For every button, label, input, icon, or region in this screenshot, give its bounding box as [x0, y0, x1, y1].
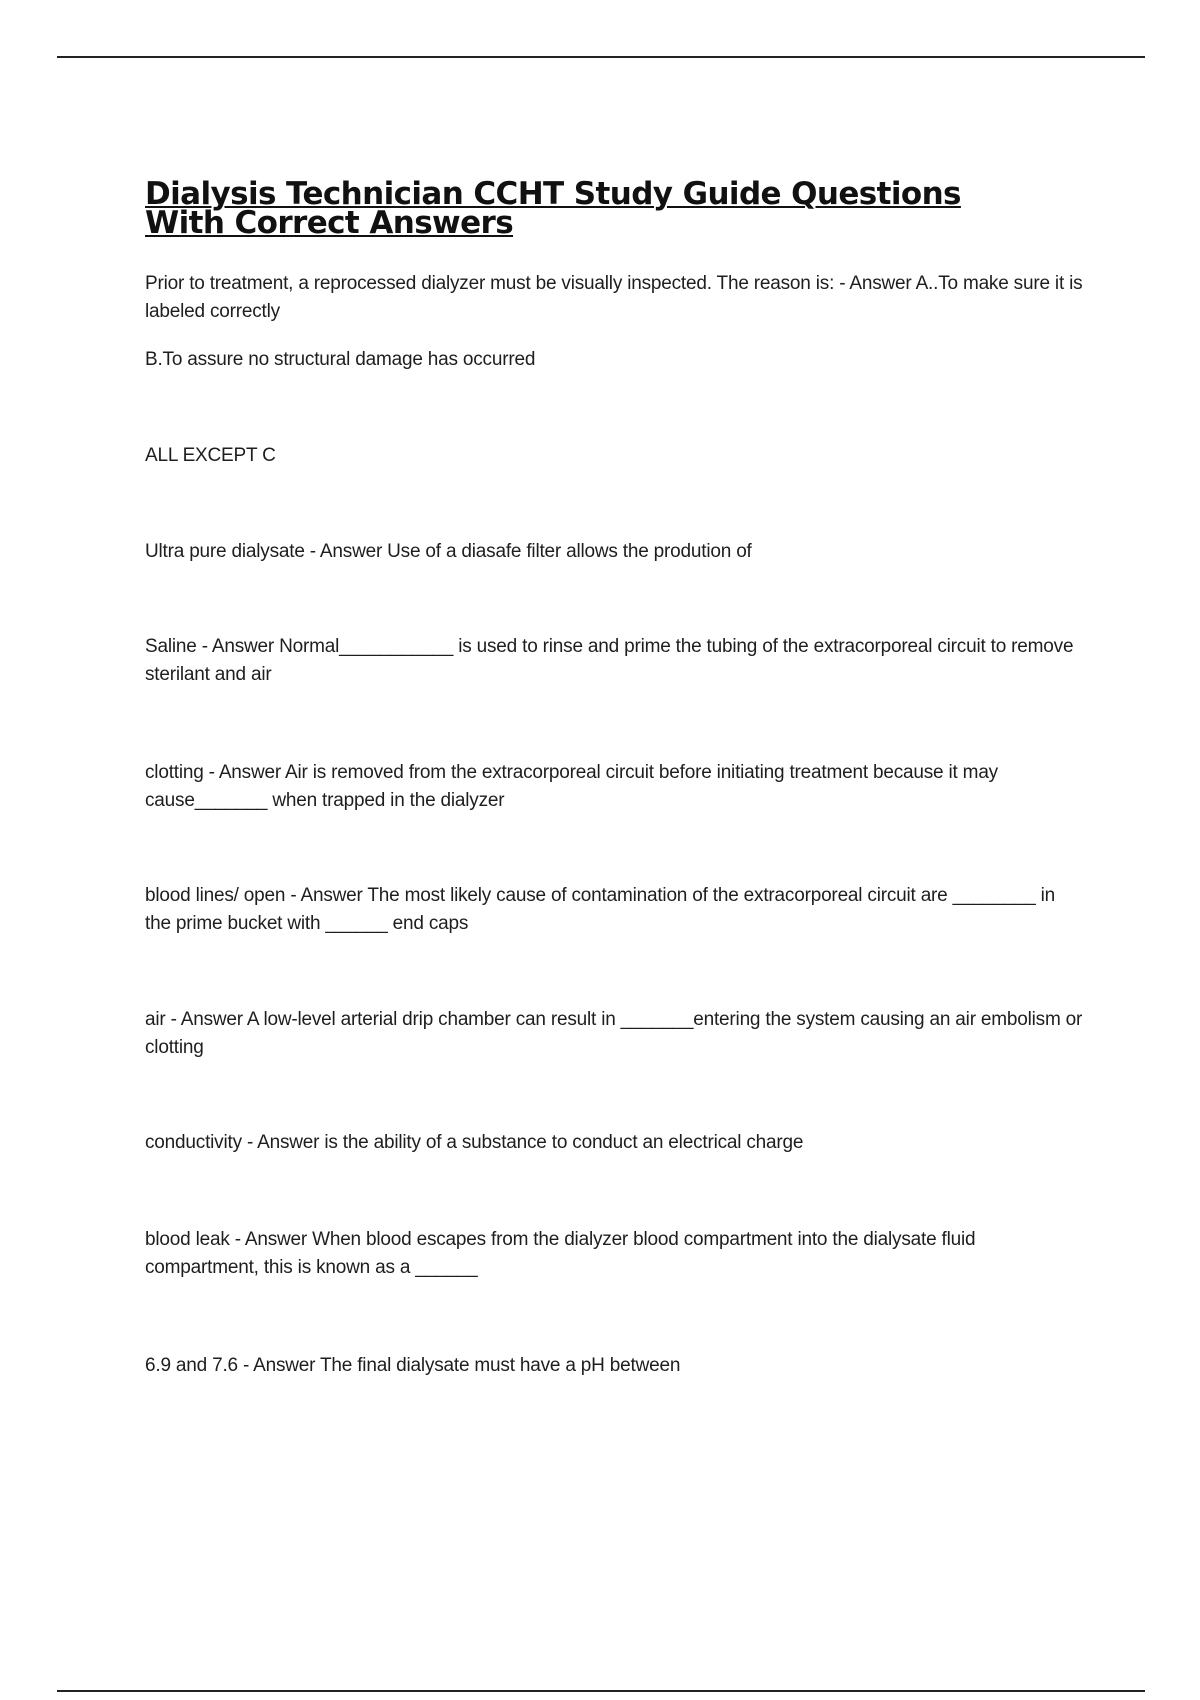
paragraph-ph-range: 6.9 and 7.6 - Answer The final dialysate must have a pH between — [145, 1355, 681, 1376]
paragraph-blood-leak: blood leak - Answer When blood escapes from the dialyzer blood compartment into the dialysate fluid compartment, this is known as a ______ — [145, 1229, 976, 1278]
paragraph-blood-lines: blood lines/ open - Answer The most likely cause of contamination of the extracorporeal circuit are ________ in the prime bucket with ______ end caps — [145, 885, 1056, 934]
paragraph-all-except-c: ALL EXCEPT C — [145, 445, 276, 466]
paragraph-clotting: clotting - Answer Air is removed from the extracorporeal circuit before initiating treatment because it may cause_______ when trapped in the dialyzer — [145, 762, 998, 811]
header-rule — [57, 56, 1145, 58]
paragraph-saline: Saline - Answer Normal___________ is used to rinse and prime the tubing of the extracorporeal circuit to remove sterilant and air — [145, 636, 1074, 685]
document-title: Dialysis Technician CCHT Study Guide Questions With Correct Answers — [145, 176, 961, 241]
paragraph-conductivity: conductivity - Answer is the ability of a substance to conduct an electrical charge — [145, 1132, 804, 1153]
paragraph-structural-damage: B.To assure no structural damage has occurred — [145, 349, 536, 370]
paragraph-dialyzer-inspection: Prior to treatment, a reprocessed dialyzer must be visually inspected. The reason is: - Answer A..To make sure it is labeled correctly — [145, 273, 1083, 322]
paragraph-air: air - Answer A low-level arterial drip chamber can result in _______entering the system causing an air embolism or clotting — [145, 1009, 1083, 1058]
paragraph-ultra-pure-dialysate: Ultra pure dialysate - Answer Use of a diasafe filter allows the prodution of — [145, 541, 752, 562]
footer-rule — [57, 1690, 1145, 1692]
